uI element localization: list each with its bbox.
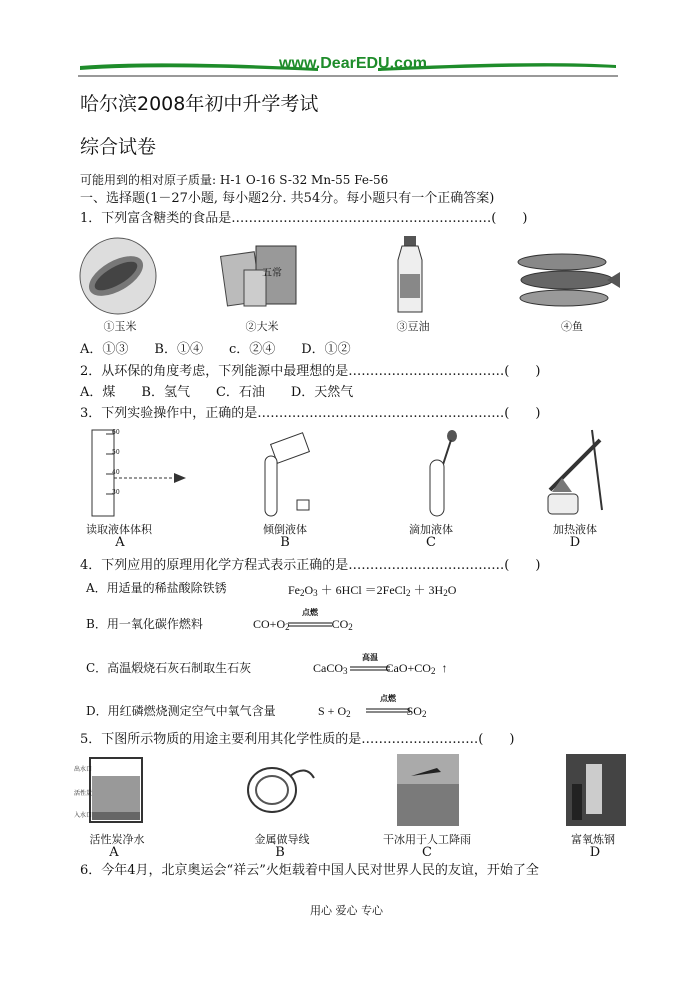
cylinder-tick-30: 30	[112, 489, 120, 496]
rice-bag-icon	[220, 240, 302, 310]
q4-equation-c: CaCO$_3$ $CaO+CO_2$ ↑	[313, 661, 448, 676]
q5-caption-a: 活性炭净水	[89, 833, 145, 846]
q3-letter-c: C	[426, 535, 436, 550]
q5-letter-d: D	[589, 845, 601, 860]
q4-option-c-text: C．高温煅烧石灰石制取生石灰	[86, 661, 252, 675]
header-banner	[78, 54, 618, 80]
q3-letter-b: B	[280, 535, 290, 550]
q1-caption-oil: ③豆油	[396, 320, 430, 333]
q5-caption-d: 富氧炼钢	[571, 833, 615, 846]
question-1-stem: 1．下列富含糖类的食品是……………………………………………………( )	[80, 211, 528, 226]
filter-label-carbon: 活性炭	[74, 790, 93, 797]
q4-d-condition: 点燃	[380, 693, 396, 703]
q4-equation-b: $CO+O_2$ $CO_2$	[253, 617, 353, 632]
q5-caption-b: 金属做导线	[254, 833, 310, 846]
cylinder-tick-50: 50	[112, 449, 120, 456]
q1-caption-fish: ④鱼	[561, 320, 583, 333]
q4-d-equals-sign	[366, 708, 410, 714]
exam-subtitle: 综合试卷	[80, 136, 157, 158]
q1-caption-rice: ②大米	[245, 320, 279, 333]
question-3-stem: 3．下列实验操作中，正确的是…………………………………………………( )	[80, 406, 541, 421]
q4-option-d-text: D．用红磷燃烧测定空气中氧气含量	[86, 704, 276, 718]
wire-coil-icon	[240, 756, 320, 826]
exam-title: 哈尔滨2008年初中升学考试	[80, 93, 319, 115]
q4-c-condition: 高温	[362, 652, 378, 662]
q5-letter-a: A	[109, 845, 119, 860]
q4-equation-a: $Fe_2O_3 + 6HCl$ ＝2FeCl$_2$ ＋ $3H_2O$	[288, 583, 457, 598]
q4-option-a-text: A．用适量的稀盐酸除铁锈	[86, 581, 227, 595]
q3-caption-c: 滴加液体	[409, 523, 453, 536]
atomic-masses: 可能用到的相对原子质量: H-1 O-16 S-32 Mn-55 Fe-56	[80, 173, 389, 187]
site-url[interactable]: www.DearEDU.com	[279, 55, 427, 72]
cylinder-tick-60: 60	[112, 429, 120, 436]
q5-letter-c: C	[422, 845, 432, 860]
section-heading: 一、选择题(1－27小题, 每小题2分. 共54分。每小题只有一个正确答案)	[80, 191, 495, 206]
page-footer: 用心 爱心 专心	[310, 904, 383, 917]
question-5-stem: 5．下图所示物质的用途主要利用其化学性质的是………………………( )	[80, 732, 515, 747]
q4-c-equals-sign	[350, 666, 390, 672]
q3-letter-d: D	[569, 535, 581, 550]
q5-caption-c: 干冰用于人工降雨	[383, 833, 471, 846]
question-2-stem: 2．从环保的角度考虑，下列能源中最理想的是………………………………( )	[80, 364, 541, 379]
q4-b-equals-sign	[288, 622, 332, 628]
q5-letter-b: B	[275, 845, 285, 860]
oxygen-steelmaking-photo-icon	[566, 754, 626, 826]
graduated-cylinder-icon	[82, 430, 192, 520]
filter-label-outlet: 出水口	[74, 766, 93, 773]
q4-option-b-text: B．用一氧化碳作燃料	[86, 617, 203, 631]
question-1-options: A．①③ B．①④ c．②④ D．①②	[80, 342, 351, 357]
q1-caption-corn: ①玉米	[103, 320, 137, 333]
dry-ice-rain-photo-icon	[397, 754, 459, 826]
q3-caption-a: 读取液体体积	[86, 523, 152, 536]
q4-equation-d: $S + O_2$ $SO_2$	[318, 704, 427, 719]
cylinder-tick-40: 40	[112, 469, 120, 476]
dropping-liquid-icon	[418, 430, 468, 520]
rice-bag-text: 五常	[262, 268, 282, 279]
q4-b-condition: 点燃	[302, 607, 318, 617]
q3-caption-b: 倾倒液体	[263, 523, 307, 536]
pouring-liquid-icon	[255, 430, 325, 520]
corn-icon	[78, 236, 160, 318]
heating-liquid-icon	[540, 430, 620, 520]
question-2-options: A．煤 B．氢气 C．石油 D．天然气	[80, 385, 354, 400]
filter-label-inlet: 入水口	[74, 812, 93, 819]
question-6-stem: 6．今年4月，北京奥运会“祥云”火炬载着中国人民对世界人民的友谊，开始了全	[80, 863, 539, 878]
q3-letter-a: A	[115, 535, 125, 550]
question-4-stem: 4．下列应用的原理用化学方程式表示正确的是………………………………( )	[80, 558, 541, 573]
fish-icon	[512, 244, 622, 314]
q3-caption-d: 加热液体	[553, 523, 597, 536]
soy-oil-bottle-icon	[390, 236, 430, 316]
